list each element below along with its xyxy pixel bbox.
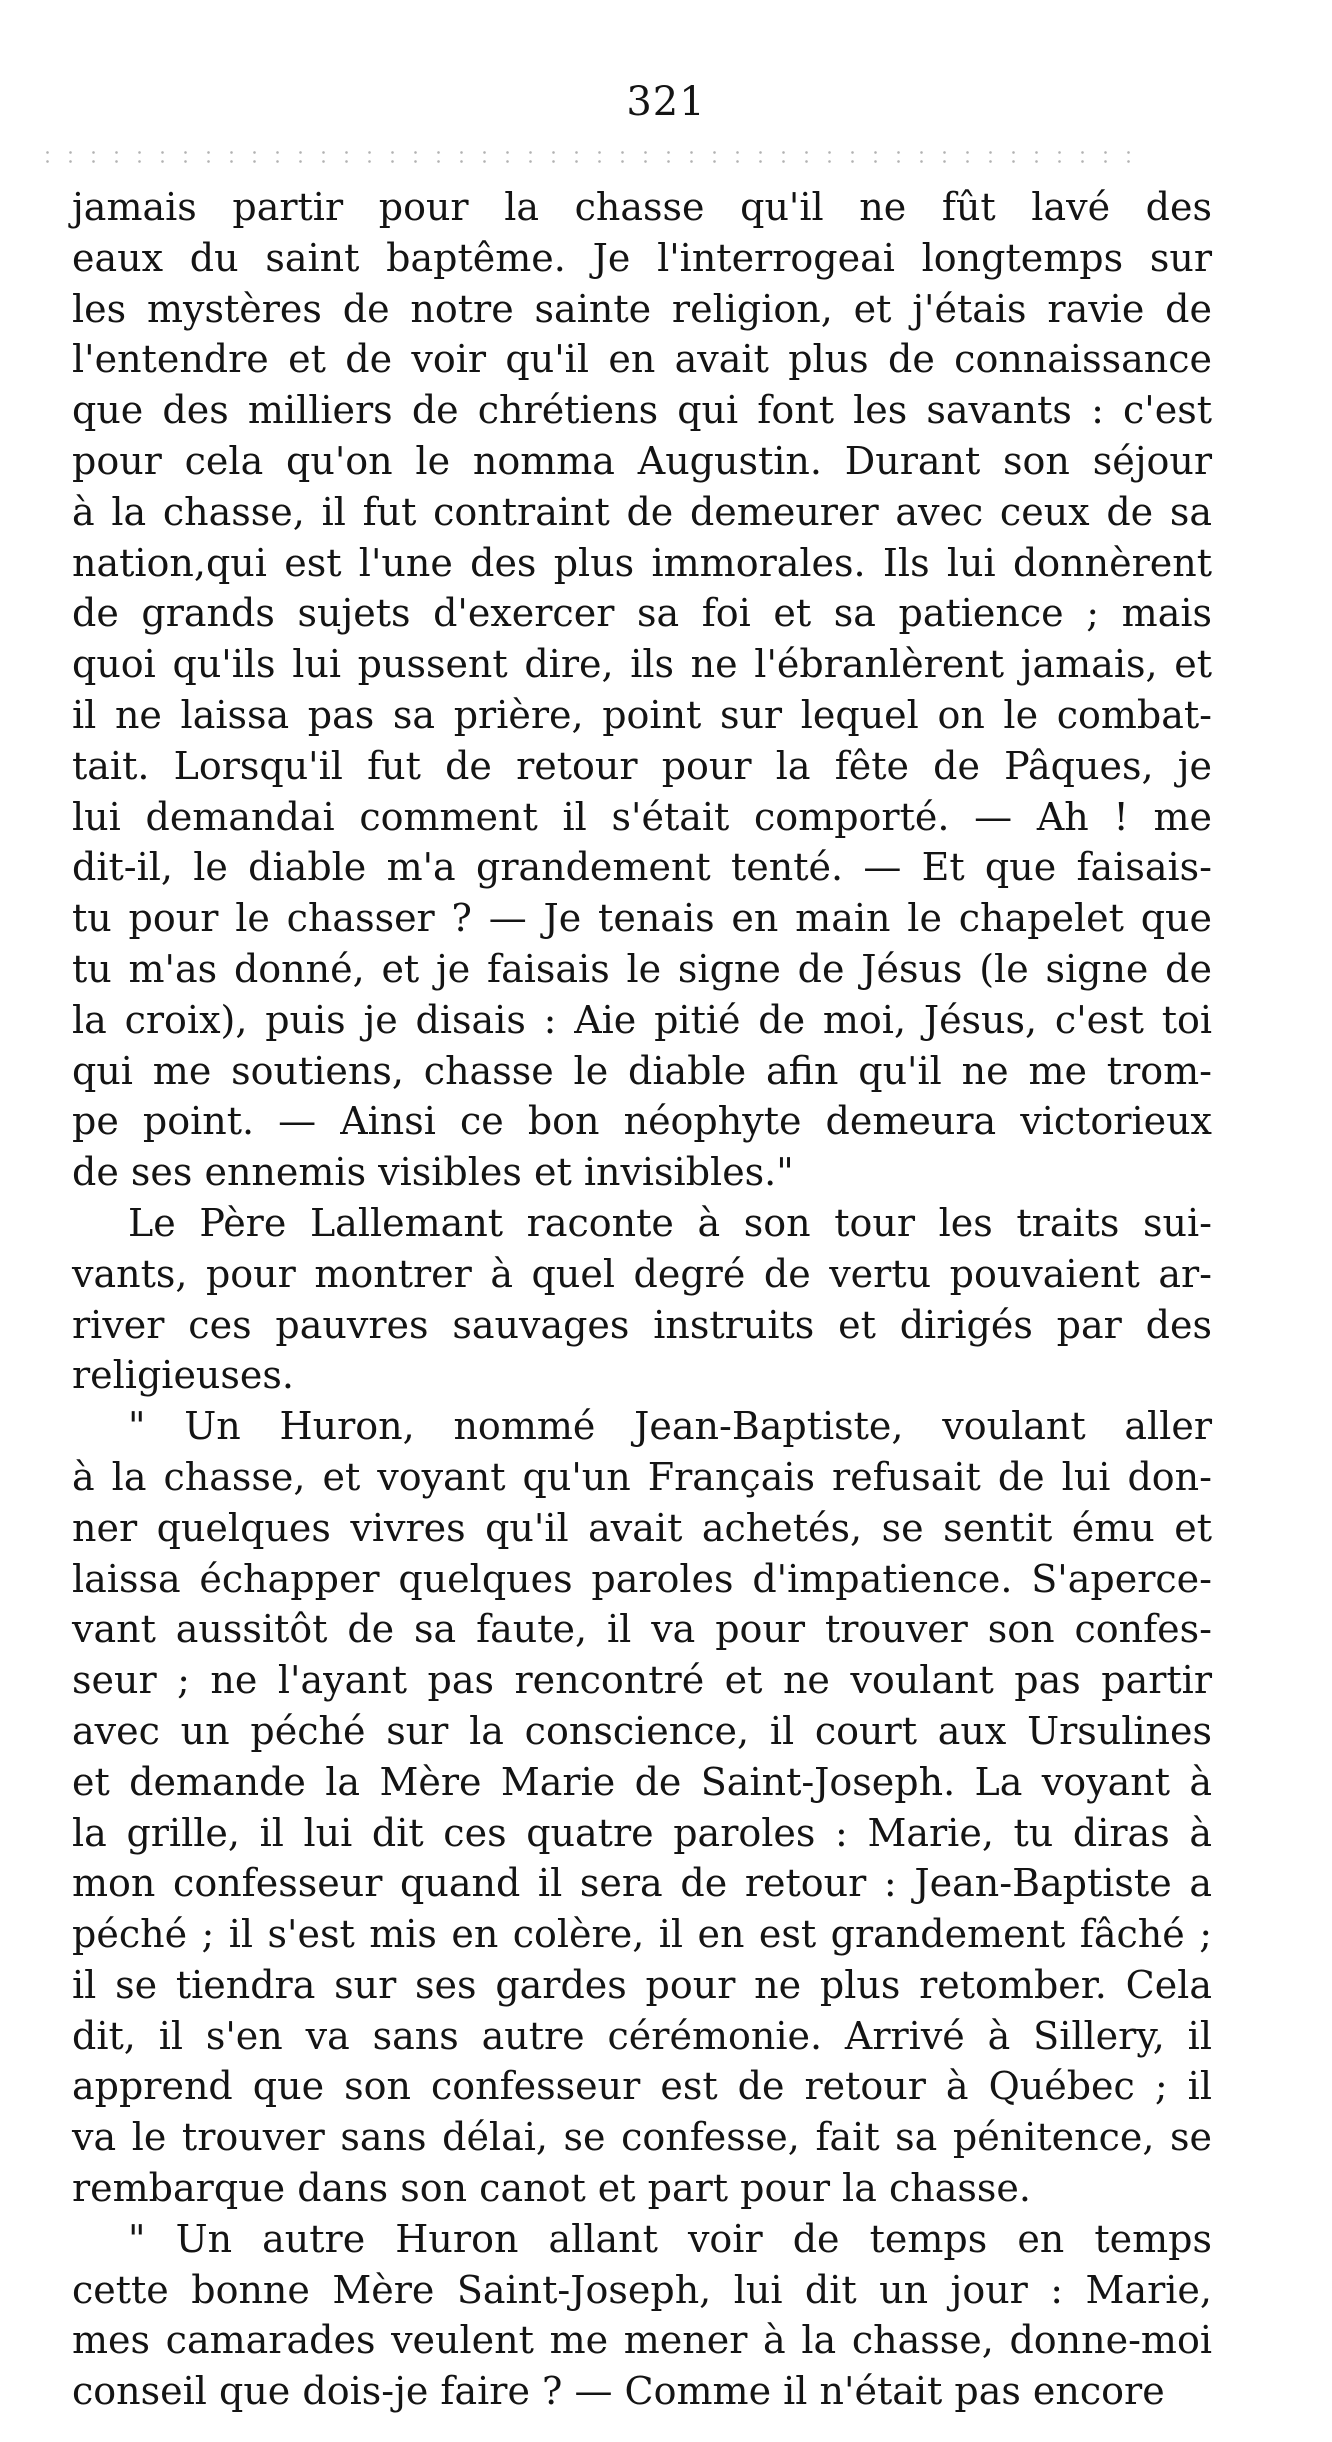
text-line: va le trouver sans délai, se confesse, fait sa pénitence, se	[72, 2115, 1212, 2160]
text-line: pour cela qu'on le nomma Augustin. Durant son séjour	[72, 438, 1212, 483]
text-line: lui demandai comment il s'était comporté. — Ah ! me	[72, 794, 1212, 839]
text-line: à la chasse, il fut contraint de demeurer avec ceux de sa	[72, 489, 1212, 534]
text-line: l'entendre et de voir qu'il en avait plus de connaissance	[72, 337, 1212, 382]
text-line: Le Père Lallemant raconte à son tour les traits sui-	[128, 1200, 1212, 1245]
text-line: religieuses.	[72, 1353, 294, 1398]
text-line: dit, il s'en va sans autre cérémonie. Arrivé à Sillery, il	[72, 2013, 1212, 2058]
text-line: et demande la Mère Marie de Saint-Joseph. La voyant à	[72, 1759, 1212, 1804]
text-line: ner quelques vivres qu'il avait achetés, se sentit ému et	[72, 1505, 1212, 1550]
text-line: péché ; il s'est mis en colère, il en est grandement fâché ;	[72, 1912, 1212, 1957]
text-line: il se tiendra sur ses gardes pour ne plus retomber. Cela	[72, 1962, 1212, 2007]
text-line: il ne laissa pas sa prière, point sur lequel on le combat-	[72, 692, 1212, 737]
text-line: vants, pour montrer à quel degré de vertu pouvaient ar-	[72, 1251, 1212, 1296]
text-line: rembarque dans son canot et part pour la chasse.	[72, 2166, 1031, 2211]
text-line: tu pour le chasser ? — Je tenais en main le chapelet que	[72, 896, 1212, 941]
text-line: jamais partir pour la chasse qu'il ne fût lavé des	[72, 185, 1212, 229]
text-line: mes camarades veulent me mener à la chasse, donne-moi	[72, 2318, 1212, 2363]
text-line: tu m'as donné, et je faisais le signe de Jésus (le signe de	[72, 946, 1212, 991]
text-line: qui me soutiens, chasse le diable afin qu'il ne me trom-	[72, 1048, 1212, 1093]
text-line: apprend que son confesseur est de retour à Québec ; il	[72, 2064, 1212, 2109]
print-speckle-decoration	[36, 148, 1136, 164]
text-line: les mystères de notre sainte religion, et j'étais ravie de	[72, 286, 1212, 331]
text-line: tait. Lorsqu'il fut de retour pour la fête de Pâques, je	[72, 743, 1212, 788]
text-line: river ces pauvres sauvages instruits et dirigés par des	[72, 1302, 1212, 1347]
text-line: la croix), puis je disais : Aie pitié de moi, Jésus, c'est toi	[72, 997, 1212, 1042]
text-line: pe point. — Ainsi ce bon néophyte demeura victorieux	[72, 1099, 1212, 1144]
text-line: que des milliers de chrétiens qui font les savants : c'est	[72, 388, 1212, 433]
text-line: eaux du saint baptême. Je l'interrogeai longtemps sur	[72, 235, 1212, 280]
text-line: de ses ennemis visibles et invisibles."	[72, 1150, 794, 1195]
body-text	[72, 182, 1212, 2417]
text-line: la grille, il lui dit ces quatre paroles : Marie, tu diras à	[72, 1810, 1212, 1855]
page-number: 321	[626, 79, 706, 125]
text-line: vant aussitôt de sa faute, il va pour trouver son confes-	[72, 1607, 1212, 1652]
text-line: conseil que dois-je faire ? — Comme il n'était pas encore	[72, 2369, 1165, 2414]
text-line: avec un péché sur la conscience, il court aux Ursulines	[72, 1708, 1212, 1753]
text-line: de grands sujets d'exercer sa foi et sa patience ; mais	[72, 591, 1212, 636]
text-line: dit-il, le diable m'a grandement tenté. — Et que faisais-	[72, 845, 1212, 890]
text-line: " Un Huron, nommé Jean-Baptiste, voulant aller	[128, 1404, 1212, 1449]
text-line: nation,qui est l'une des plus immorales. Ils lui donnèrent	[72, 540, 1212, 585]
text-line: seur ; ne l'ayant pas rencontré et ne voulant pas partir	[72, 1658, 1212, 1703]
text-line: à la chasse, et voyant qu'un Français refusait de lui don-	[72, 1454, 1212, 1499]
text-line: laissa échapper quelques paroles d'impatience. S'aperce-	[72, 1556, 1212, 1601]
text-line: mon confesseur quand il sera de retour : Jean-Baptiste a	[72, 1861, 1212, 1906]
text-line: cette bonne Mère Saint-Joseph, lui dit un jour : Marie,	[72, 2267, 1212, 2312]
text-line: quoi qu'ils lui pussent dire, ils ne l'ébranlèrent jamais, et	[72, 642, 1212, 687]
text-line: " Un autre Huron allant voir de temps en temps	[128, 2216, 1212, 2261]
